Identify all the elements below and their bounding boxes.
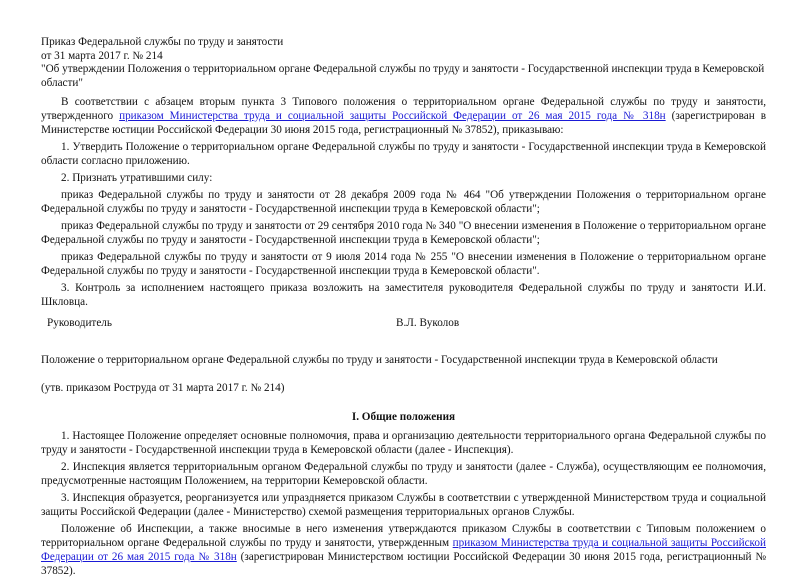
section-item-2: 2. Инспекция является территориальным органом Федеральной службы по труду и занятости (далее - Служба), осуществляющим ее полномочия, предусмотренные настоящим Положением, на территории Кемеровской области. bbox=[41, 461, 766, 487]
section-item-4 bbox=[41, 522, 766, 578]
order-title: Приказ Федеральной службы по труду и занятости bbox=[41, 36, 284, 48]
appendix-approval-note: (утв. приказом Роструда от 31 марта 2017 г. № 214) bbox=[41, 382, 285, 394]
signature-role: Руководитель bbox=[47, 317, 112, 329]
document-page bbox=[41, 36, 766, 578]
signature-name: В.Л. Вуколов bbox=[396, 317, 460, 329]
order-date-number: от 31 марта 2017 г. № 214 bbox=[41, 49, 163, 62]
section-item-4-text-start: Положение об Инспекции, а также вносимые в него изменения утверждаются приказом Службы в соответствии с Типовым положением о территориальном органе Федеральной службы по труду и занятости, утвержденным bbox=[41, 523, 766, 549]
preamble-paragraph bbox=[41, 95, 766, 137]
section-item-1: 1. Настоящее Положение определяет основные полномочия, права и организацию деятельности территориального органа Федеральной службы по труду и занятости - Государственной инспекции труда в Кемеровской области (далее - Инспекция). bbox=[41, 430, 766, 456]
item-3-paragraph: 3. Контроль за исполнением настоящего приказа возложить на заместителя руководителя Федеральной службы по труду и занятости И.И. Шкловца. bbox=[41, 282, 766, 308]
order-subject: "Об утверждении Положения о территориальном органе Федеральной службы по труду и занятости - Государственной инспекции труда в Кемеровской области" bbox=[41, 63, 765, 89]
item-2-paragraph: 2. Признать утратившими силу: bbox=[61, 172, 213, 184]
signature-block bbox=[41, 316, 766, 330]
preamble-text-start: В соответствии с абзацем вторым пункта 3 Типового положения о территориальном органе Федеральной службы по труду и занятости, утвержденного bbox=[41, 96, 766, 122]
repealed-order-255: приказ Федеральной службы по труду и занятости от 9 июля 2014 года № 255 "О внесении изменения в Положение о территориальном органе Федеральной службы по труду и занятости - Государственной инспекции труда в Кемеровской области". bbox=[41, 251, 766, 277]
repealed-order-464: приказ Федеральной службы по труду и занятости от 28 декабря 2009 года № 464 "Об утверждении Положения о территориальном органе Федеральной службы по труду и занятости - Государственной инспекции труда в Кемеровской области"; bbox=[41, 189, 766, 215]
preamble-text-end: (зарегистрирован в Министерстве юстиции Российской Федерации 30 июня 2015 года, регистрационный № 37852), приказываю: bbox=[41, 110, 766, 136]
repealed-order-340: приказ Федеральной службы по труду и занятости от 29 сентября 2010 года № 340 "О внесении изменения в Положение о территориальном органе Федеральной службы по труду и занятости - Государственной инспекции труда в Кемеровской области"; bbox=[41, 220, 766, 246]
section-item-4-text-end: (зарегистрирован Министерством юстиции Российской Федерации 30 июня 2015 года, регистрационный № 37852). bbox=[41, 551, 767, 577]
mintrud-order-link-2[interactable]: приказом Министерства труда и социальной защиты Российской Федерации от 26 мая 2015 года № 318н bbox=[41, 537, 766, 563]
mintrud-order-link[interactable]: приказом Министерства труда и социальной защиты Российской Федерации от 26 мая 2015 года № 318н bbox=[119, 110, 666, 122]
item-1-paragraph: 1. Утвердить Положение о территориальном органе Федеральной службы по труду и занятости - Государственной инспекции труда в Кемеровской области согласно приложению. bbox=[41, 141, 766, 167]
order-header bbox=[41, 36, 766, 90]
section-heading: I. Общие положения bbox=[351, 411, 456, 423]
section-item-3: 3. Инспекция образуется, реорганизуется или упраздняется приказом Службы в соответствии с утвержденной Министерством труда и социальной защиты Российской Федерации (далее - Министерство) схемой размещения территориальных органов Службы. bbox=[41, 492, 766, 518]
appendix-title: Положение о территориальном органе Федеральной службы по труду и занятости - Государственной инспекции труда в Кемеровской области bbox=[41, 354, 718, 366]
